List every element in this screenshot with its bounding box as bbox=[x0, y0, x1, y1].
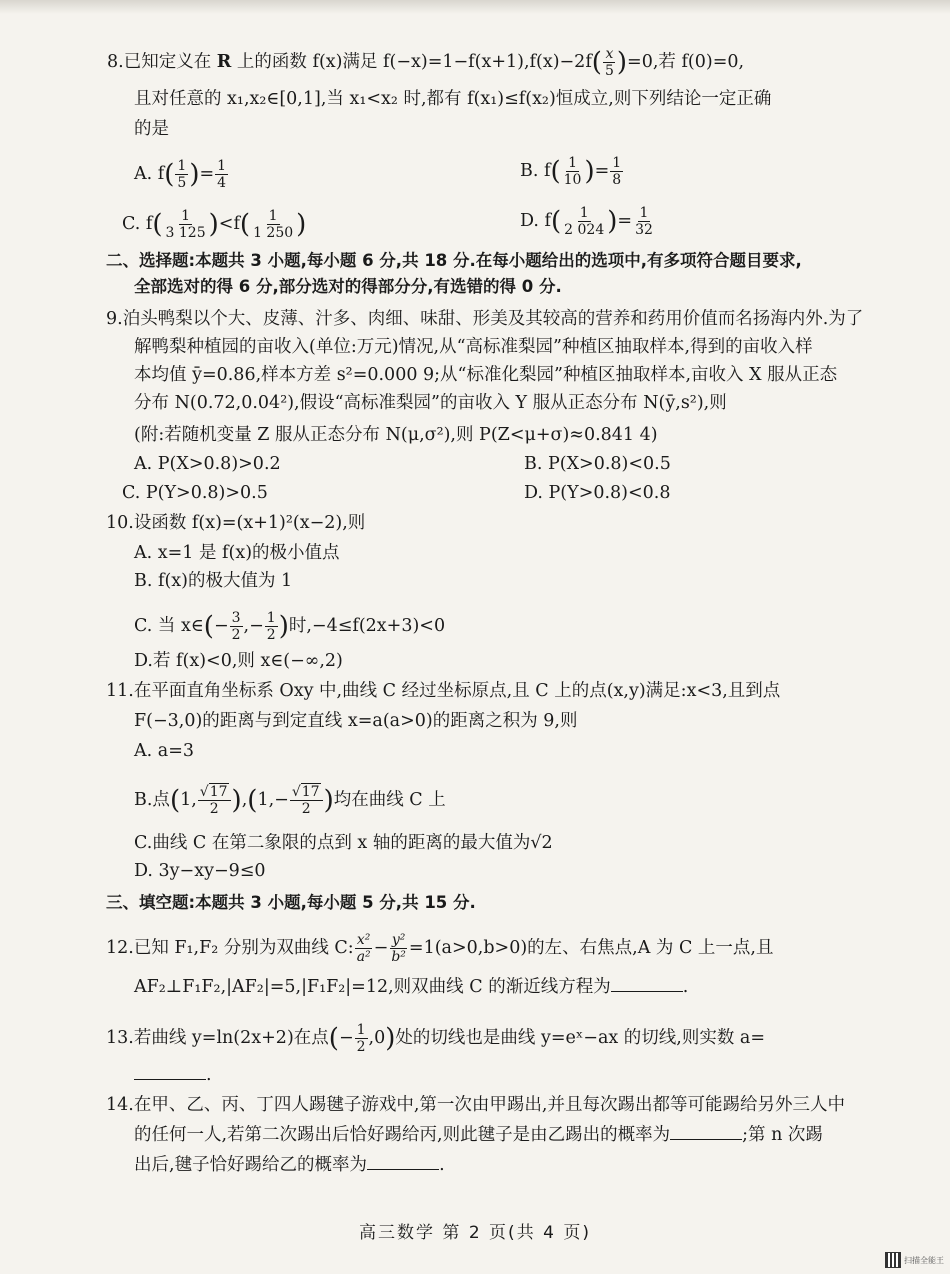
q11-option-d: D. 3y−xy−9≤0 bbox=[134, 861, 266, 881]
page-footer: 高三数学 第 2 页(共 4 页) bbox=[359, 1223, 591, 1243]
q9-option-a: A. P(X>0.8)>0.2 bbox=[134, 454, 281, 474]
q10-option-d: D.若 f(x)<0,则 x∈(−∞,2) bbox=[134, 651, 343, 671]
section-3-heading: 三、填空题:本题共 3 小题,每小题 5 分,共 15 分. bbox=[106, 893, 476, 912]
q14-answer-blank-2[interactable] bbox=[367, 1155, 439, 1170]
q11-line2: F(−3,0)的距离与到定直线 x=a(a>0)的距离之积为 9,则 bbox=[134, 711, 578, 731]
q9-line5: (附:若随机变量 Z 服从正态分布 N(μ,σ²),则 P(Z<μ+σ)≈0.841 4) bbox=[134, 425, 658, 445]
q10-option-c: C. 当 x∈(− $\frac{3}{2}$ ,− $\frac{1}{2}$ )时,−4≤f(2x+3)<0 bbox=[134, 610, 446, 643]
q9-option-b: B. P(X>0.8)<0.5 bbox=[524, 454, 671, 474]
q9-option-d: D. P(Y>0.8)<0.8 bbox=[524, 483, 671, 503]
scan-edge bbox=[0, 0, 950, 14]
q11-option-c: C.曲线 C 在第二象限的点到 x 轴的距离的最大值为√2 bbox=[134, 833, 553, 853]
q11-line1: 11.在平面直角坐标系 Oxy 中,曲线 C 经过坐标原点,且 C 上的点(x,y)满足:x<3,且到点 bbox=[106, 681, 781, 701]
q9-line3: 本均值 ȳ=0.86,样本方差 s²=0.000 9;从“标准化梨园”种植区抽取样本,亩收入 X 服从正态 bbox=[134, 365, 838, 385]
q11-option-a: A. a=3 bbox=[134, 741, 194, 761]
section-2-heading-line2: 全部选对的得 6 分,部分选对的得部分分,有选错的得 0 分. bbox=[134, 277, 562, 296]
q14-line3: 出后,毽子恰好踢给乙的概率为 . bbox=[134, 1155, 445, 1175]
q8-line2: 且对任意的 x₁,x₂∈[0,1],当 x₁<x₂ 时,都有 f(x₁)≤f(x₂)恒成立,则下列结论一定正确 bbox=[134, 89, 772, 109]
q12-line1: 12.已知 F₁,F₂ 分别为双曲线 C: $\frac{\text{x²}}{\text{a²}}$ − $\frac{\text{y²}}{\text{b²}}$ =1(a>0,b>0)的左、右焦点,A 为 C 上一点,且 bbox=[106, 932, 774, 965]
q12-line2: AF₂⊥F₁F₂,|AF₂|=5,|F₁F₂|=12,则双曲线 C 的渐近线方程为 . bbox=[134, 977, 689, 997]
q9-option-c: C. P(Y>0.8)>0.5 bbox=[122, 483, 268, 503]
q13-line1: 13.若曲线 y=ln(2x+2)在点(− $\frac{1}{2}$ ,0)处的切线也是曲线 y=eˣ−ax 的切线,则实数 a= bbox=[106, 1022, 766, 1055]
q9-line2: 解鸭梨种植园的亩收入(单位:万元)情况,从“高标准梨园”种植区抽取样本,得到的亩收入样 bbox=[134, 337, 813, 357]
q9-line1: 9.泊头鸭梨以个大、皮薄、汁多、肉细、味甜、形美及其较高的营养和药用价值而名扬海内外.为了 bbox=[106, 309, 864, 329]
q8-line3: 的是 bbox=[134, 119, 169, 139]
q14-line1: 14.在甲、乙、丙、丁四人踢毽子游戏中,第一次由甲踢出,并且每次踢出都等可能踢给另外三人中 bbox=[106, 1095, 845, 1115]
q8-option-c: C. f( $\frac{1}{3 125}$ )<f( $\frac{1}{1 250}$ ) bbox=[122, 208, 307, 241]
q14-line2: 的任何一人,若第二次踢出后恰好踢给丙,则此毽子是由乙踢出的概率为 ;第 n 次踢 bbox=[134, 1125, 823, 1145]
section-2-heading: 二、选择题:本题共 3 小题,每小题 6 分,共 18 分.在每小题给出的选项中,有多项符合题目要求, bbox=[106, 251, 802, 270]
q8-option-a: A. f( $\frac{1}{5}$ )= $\frac{1}{4}$ bbox=[134, 158, 227, 191]
q11-option-b: B.点(1, $\frac{√17}{2}$ ),(1,− $\frac{√17}{2}$ )均在曲线 C 上 bbox=[134, 784, 446, 817]
q10-stem: 10.设函数 f(x)=(x+1)²(x−2),则 bbox=[106, 513, 366, 533]
q8-option-d: D. f( $\frac{1}{2 024}$ )= $\frac{1}{32}$ bbox=[520, 205, 653, 238]
q8-line1: 8.已知定义在 R 上的函数 f(x)满足 f(−x)=1−f(x+1),f(x)−2f( $\frac{x}{5}$ )=0,若 f(0)=0, bbox=[107, 46, 745, 79]
q14-answer-blank-1[interactable] bbox=[670, 1125, 742, 1140]
scanner-watermark: 扫描全能王 bbox=[885, 1252, 944, 1268]
q13-answer-blank[interactable] bbox=[134, 1065, 206, 1080]
qr-code-icon bbox=[885, 1252, 901, 1268]
q10-option-b: B. f(x)的极大值为 1 bbox=[134, 571, 293, 591]
q10-option-a: A. x=1 是 f(x)的极小值点 bbox=[134, 543, 340, 563]
q13-line2: . bbox=[134, 1064, 212, 1086]
q8-option-b: B. f( $\frac{1}{10}$ )= $\frac{1}{8}$ bbox=[520, 155, 622, 188]
q9-line4: 分布 N(0.72,0.04²),假设“高标准梨园”的亩收入 Y 服从正态分布 N(ȳ,s²),则 bbox=[134, 393, 727, 413]
q12-answer-blank[interactable] bbox=[611, 977, 683, 992]
